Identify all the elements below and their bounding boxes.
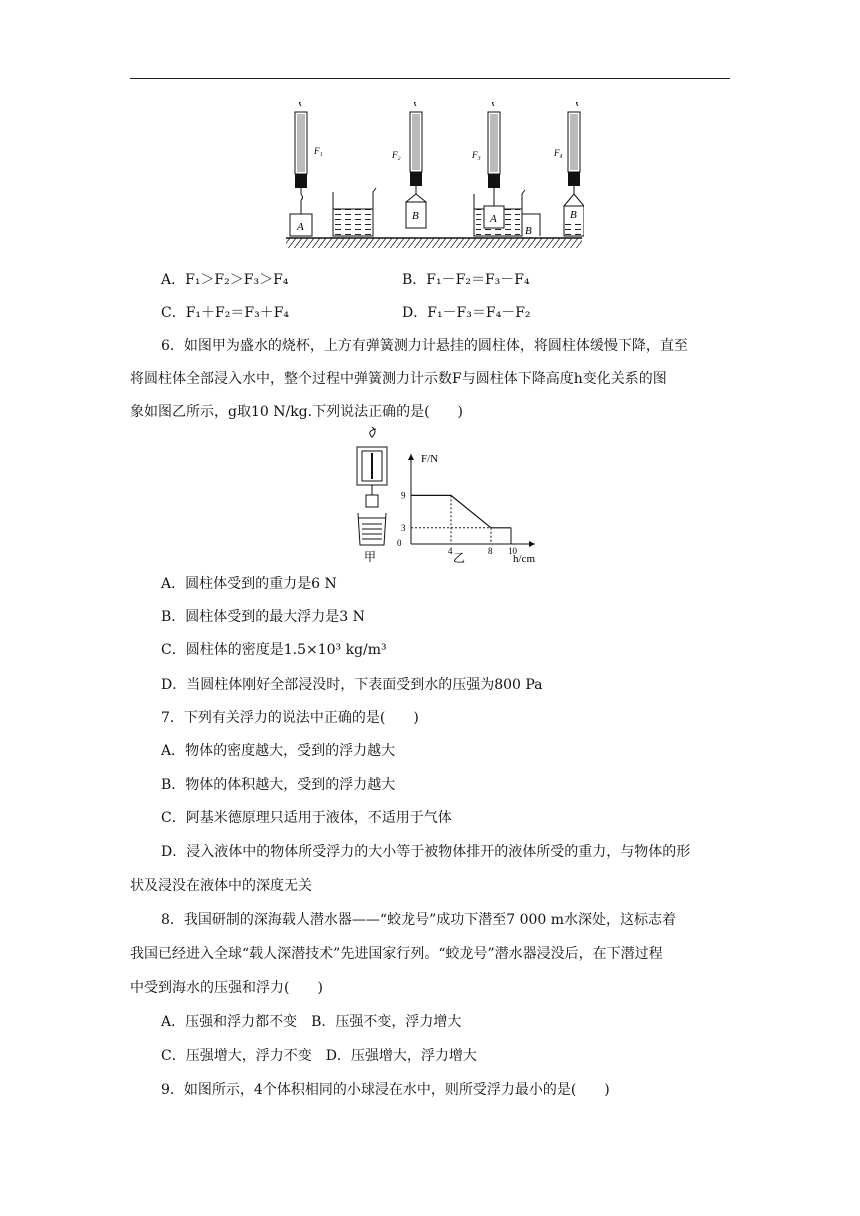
q6-chart: [395, 448, 545, 568]
label-f4: F₄: [554, 148, 563, 158]
cylinder: [366, 495, 378, 507]
ground-hatch: [286, 238, 582, 248]
q6-option-a: A．圆柱体受到的重力是6 N: [161, 576, 337, 592]
label-b: B: [412, 210, 419, 222]
series-line: [411, 495, 511, 527]
q8-stem-line-3: 中受到海水的压强和浮力( ): [130, 980, 323, 996]
header-rule: [130, 78, 730, 79]
q8-stem-line-2: 我国已经进入全球“载人深潜技术”先进国家行列。“蛟龙号”潜水器浸没后，在下潜过程: [130, 946, 663, 962]
q6-option-d: D．当圆柱体刚好全部浸没时，下表面受到水的压强为800 Pa: [161, 677, 543, 693]
x-tick-label-10: 10: [508, 546, 517, 556]
label-f3: F₃: [472, 150, 481, 160]
q6-stem-line-1: 6．如图甲为盛水的烧杯，上方有弹簧测力计悬挂的圆柱体，将圆柱体缓慢下降，直至: [161, 338, 688, 354]
q5-option-c: C．F₁＋F₂＝F₃＋F₄: [161, 305, 290, 321]
q5-option-a: A．F₁＞F₂＞F₃＞F₄: [161, 272, 289, 288]
label-f2: F₂: [392, 150, 401, 160]
label-b-3: B: [570, 209, 577, 221]
q7-stem: 7．下列有关浮力的说法中正确的是( ): [161, 710, 419, 726]
y-tick-label-3: 3: [401, 522, 406, 533]
x-tick-label-4: 4: [448, 546, 453, 556]
label-b-2: B: [525, 225, 532, 237]
spring-scale-1: [290, 102, 323, 236]
q7-option-a: A．物体的密度越大，受到的浮力越大: [161, 743, 396, 759]
q5-figure: [284, 102, 584, 252]
x-tick-label-0: 0: [397, 538, 402, 548]
q7-option-b: B．物体的体积越大，受到的浮力越大: [161, 777, 396, 793]
q7-option-d-line-2: 状及浸没在液体中的深度无关: [130, 878, 312, 894]
q6-stem-line-2: 将圆柱体全部浸入水中，整个过程中弹簧测力计示数F与圆柱体下降高度h变化关系的图: [130, 371, 667, 387]
label-a-2: A: [490, 213, 497, 225]
q6-option-b: B．圆柱体受到的最大浮力是3 N: [161, 609, 365, 625]
x-tick-label-8: 8: [488, 546, 493, 556]
label-f1: F₁: [314, 146, 323, 156]
q9-stem: 9．如图所示，4个体积相同的小球浸在水中，则所受浮力最小的是( ): [161, 1082, 610, 1098]
y-tick-label-9: 9: [401, 490, 406, 501]
x-axis-label: h/cm: [513, 553, 535, 565]
q8-option-cd: C．压强增大，浮力不变 D．压强增大，浮力增大: [161, 1048, 477, 1064]
q5-option-d: D．F₁－F₃＝F₄－F₂: [402, 305, 531, 321]
label-a: A: [297, 221, 304, 233]
spring-scale-4: [553, 102, 584, 236]
q5-option-b: B．F₁－F₂＝F₃－F₄: [402, 272, 530, 288]
spring-scale-3: [471, 102, 540, 237]
q8-option-ab: A．压强和浮力都不变 B．压强不变，浮力增大: [161, 1014, 462, 1030]
label-jia: 甲: [364, 550, 377, 564]
beaker-1: [333, 188, 376, 236]
y-axis-label: F/N: [421, 453, 439, 465]
label-yi: 乙: [453, 551, 466, 565]
q7-option-d-line-1: D．浸入液体中的物体所受浮力的大小等于被物体排开的液体所受的重力，与物体的形: [161, 844, 691, 860]
q6-option-c: C．圆柱体的密度是1.5×10³ kg/m³: [161, 642, 387, 658]
spring-scale-2: [391, 102, 426, 228]
q6-stem-line-3: 象如图乙所示，g取10 N/kg.下列说法正确的是( ): [130, 404, 464, 420]
q8-stem-line-1: 8．我国研制的深海载人潜水器——“蛟龙号”成功下潜至7 000 m水深处，这标志着: [161, 912, 677, 928]
q6-apparatus-figure: [348, 425, 398, 565]
q7-option-c: C．阿基米德原理只适用于液体，不适用于气体: [161, 810, 452, 826]
